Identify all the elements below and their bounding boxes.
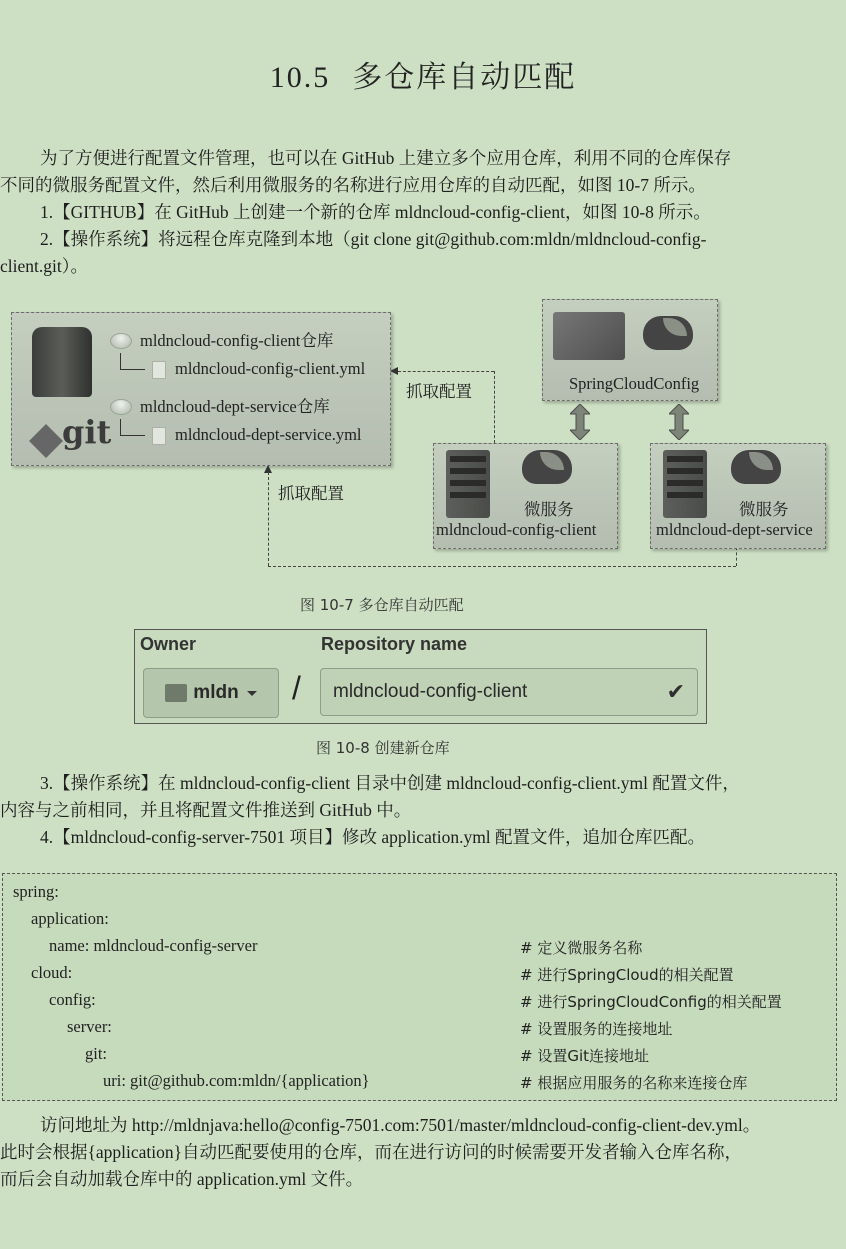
repo-2-file: mldncloud-dept-service.yml [175,425,362,444]
code-comment: # 进行SpringCloud的相关配置 [520,966,734,984]
microservice-2-type: 微服务 [739,500,789,519]
fetch-connector [268,566,736,567]
microservice-1-type: 微服务 [524,500,574,519]
fetch-connector [736,547,737,566]
code-line: git: [85,1044,108,1063]
git-logo-text: git [62,413,112,451]
code-line: cloud: [31,963,73,982]
outro-line-1: 访问地址为 http://mldnjava:hello@config-7501.com:7501/master/mldncloud-config-client-dev.yml。 [40,1115,761,1135]
tree-connector [120,353,145,370]
code-comment: # 设置Git连接地址 [520,1047,650,1065]
intro-paragraph [0,145,846,280]
repo-2-name: mldncloud-dept-service仓库 [140,397,330,416]
fetch-config-label-right: 抓取配置 [406,382,472,401]
figure-10-8-caption: 图 10-8 创建新仓库 [316,739,450,757]
database-icon [110,399,132,415]
intro-line-2: 不同的微服务配置文件，然后利用微服务的名称进行应用仓库的自动匹配，如图 10-7 所示。 [0,175,706,195]
database-icon [110,333,132,349]
owner-avatar [165,684,187,702]
figure-10-7-caption: 图 10-7 多仓库自动匹配 [300,596,464,614]
owner-value: mldn [193,682,239,703]
repository-name-value: mldncloud-config-client [333,681,528,702]
step-3-line-1: 3.【操作系统】在 mldncloud-config-client 目录中创建 mldncloud-config-client.yml 配置文件， [40,773,740,793]
spring-cloud-config-label: SpringCloudConfig [569,374,700,393]
server-tower-icon [32,327,92,397]
bidirectional-arrow-icon [570,404,590,440]
section-title [0,52,846,96]
caret-down-icon [247,691,257,696]
git-logo-icon [29,424,63,458]
section-number: 10.5 [269,61,331,94]
microservice-dept-service-box [650,443,826,549]
fetch-connector [494,371,495,443]
git-repository-box [11,312,391,466]
figure-10-8-create-repo-panel [134,629,707,724]
server-rack-icon [446,450,490,518]
code-line: name: mldncloud-config-server [49,936,258,955]
section-heading: 多仓库自动匹配 [352,61,577,94]
intro-line-1: 为了方便进行配置文件管理，也可以在 GitHub 上建立多个应用仓库，利用不同的仓库保存 [40,148,732,168]
fetch-config-label-bottom: 抓取配置 [278,484,344,503]
owner-repo-separator: / [292,670,301,706]
server-rack-icon [663,450,707,518]
arrow-left-icon [390,367,398,375]
code-comment: # 设置服务的连接地址 [520,1020,673,1038]
outro-paragraph [0,1112,846,1193]
owner-dropdown[interactable] [143,668,279,718]
step-2-line-2: client.git）。 [0,256,88,276]
code-comment: # 根据应用服务的名称来连接仓库 [520,1074,748,1092]
outro-line-2: 此时会根据{application}自动匹配要使用的仓库，而在进行访问的时候需要开发者输入仓库名称， [0,1142,743,1162]
repo-1-name: mldncloud-config-client仓库 [140,331,334,350]
repository-name-input[interactable] [320,668,698,716]
step-3-line-2: 内容与之前相同，并且将配置文件推送到 GitHub 中。 [0,800,412,820]
outro-line-3: 而后会自动加载仓库中的 application.yml 文件。 [0,1169,364,1189]
step-4: 4.【mldncloud-config-server-7501 项目】修改 application.yml 配置文件，追加仓库匹配。 [40,827,706,847]
check-icon: ✔ [666,679,685,704]
code-line: application: [31,909,109,928]
config-server-icon [553,312,625,360]
microservice-config-client-box [433,443,618,549]
tree-connector [120,419,145,436]
fetch-connector [398,371,494,372]
steps-paragraph [0,770,846,851]
code-comment: # 定义微服务名称 [520,939,643,957]
spring-cloud-config-box [542,299,718,401]
code-line: uri: git@github.com:mldn/{application} [103,1071,370,1090]
code-line: spring: [13,882,59,901]
repo-1-file: mldncloud-config-client.yml [175,359,366,378]
step-2-line-1: 2.【操作系统】将远程仓库克隆到本地（git clone git@github.com:mldn/mldncloud-config- [40,229,707,249]
fetch-connector [268,472,269,566]
repository-name-label: Repository name [321,634,468,654]
yml-file-icon [152,361,166,379]
step-1: 1.【GITHUB】在 GitHub 上创建一个新的仓库 mldncloud-config-client，如图 10-8 所示。 [40,202,711,222]
microservice-1-name: mldncloud-config-client [436,520,597,539]
owner-label: Owner [140,634,197,654]
bidirectional-arrow-icon [669,404,689,440]
yml-file-icon [152,427,166,445]
yaml-code-block [2,873,837,1101]
code-comment: # 进行SpringCloudConfig的相关配置 [520,993,782,1011]
microservice-2-name: mldncloud-dept-service [656,520,813,539]
code-line: config: [49,990,96,1009]
code-line: server: [67,1017,112,1036]
